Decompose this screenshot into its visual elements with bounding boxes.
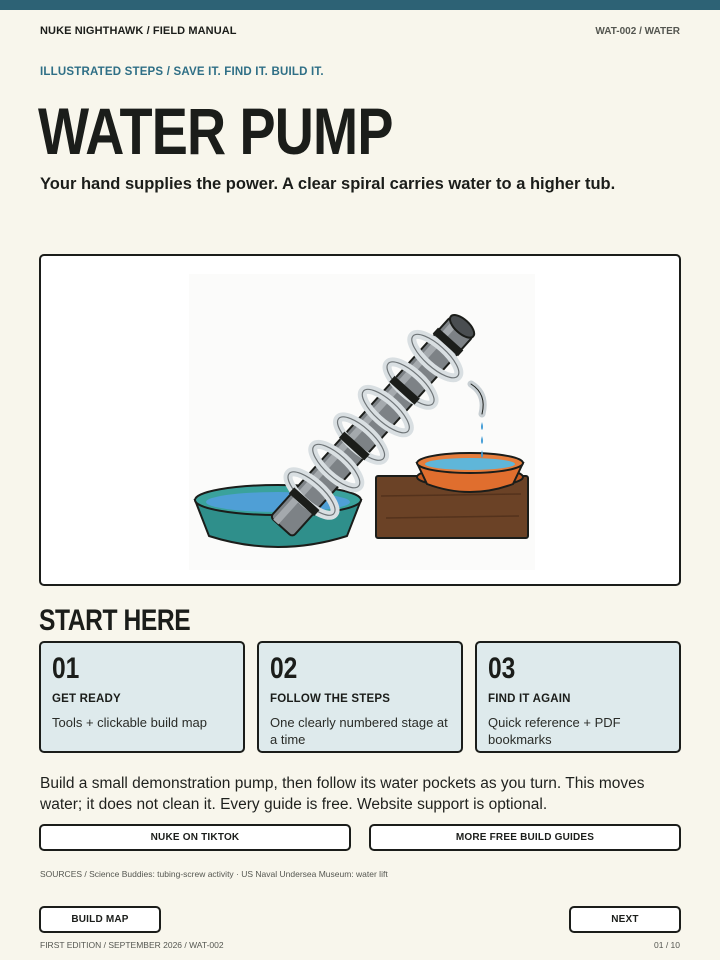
guide-code: WAT-002 / WATER — [595, 26, 680, 37]
kicker-text: ILLUSTRATED STEPS / SAVE IT. FIND IT. BUILD IT. — [40, 66, 324, 78]
page-subtitle: Your hand supplies the power. A clear spiral carries water to a higher tub. — [40, 175, 616, 193]
section-title-start-here: START HERE — [39, 604, 191, 637]
step-card-02[interactable] — [257, 641, 463, 753]
intro-paragraph: Build a small demonstration pump, then follow its water pockets as you turn. This moves water; it does not clean it. Every guide is free. Website support is optional. — [40, 775, 645, 813]
step-number: 01 — [52, 652, 80, 685]
step-card-03[interactable] — [475, 641, 681, 753]
more-guides-button[interactable]: MORE FREE BUILD GUIDES — [369, 824, 681, 851]
edition-footer: FIRST EDITION / SEPTEMBER 2026 / WAT-002 — [40, 940, 224, 950]
step-description: Tools + clickable build map — [52, 715, 207, 730]
page-counter: 01 / 10 — [654, 940, 680, 950]
step-number: 03 — [488, 652, 516, 685]
step-card-01[interactable] — [39, 641, 245, 753]
tiktok-button[interactable]: NUKE ON TIKTOK — [39, 824, 351, 851]
brand-label: NUKE NIGHTHAWK / FIELD MANUAL — [40, 25, 237, 37]
sources-line: SOURCES / Science Buddies: tubing-screw activity · US Naval Undersea Museum: water lift — [40, 869, 388, 879]
archimedes-screw-pump-icon — [41, 256, 681, 586]
step-description: Quick reference + PDF bookmarks — [488, 715, 621, 747]
step-heading: GET READY — [52, 693, 121, 705]
step-heading: FIND IT AGAIN — [488, 693, 571, 705]
page-title: WATER PUMP — [38, 94, 393, 168]
pump-illustration-frame — [39, 254, 681, 586]
step-heading: FOLLOW THE STEPS — [270, 693, 391, 705]
build-map-button[interactable]: BUILD MAP — [39, 906, 161, 933]
step-description: One clearly numbered stage at a time — [270, 715, 448, 747]
step-number: 02 — [270, 652, 298, 685]
top-accent-bar — [0, 0, 720, 10]
next-button[interactable]: NEXT — [569, 906, 681, 933]
